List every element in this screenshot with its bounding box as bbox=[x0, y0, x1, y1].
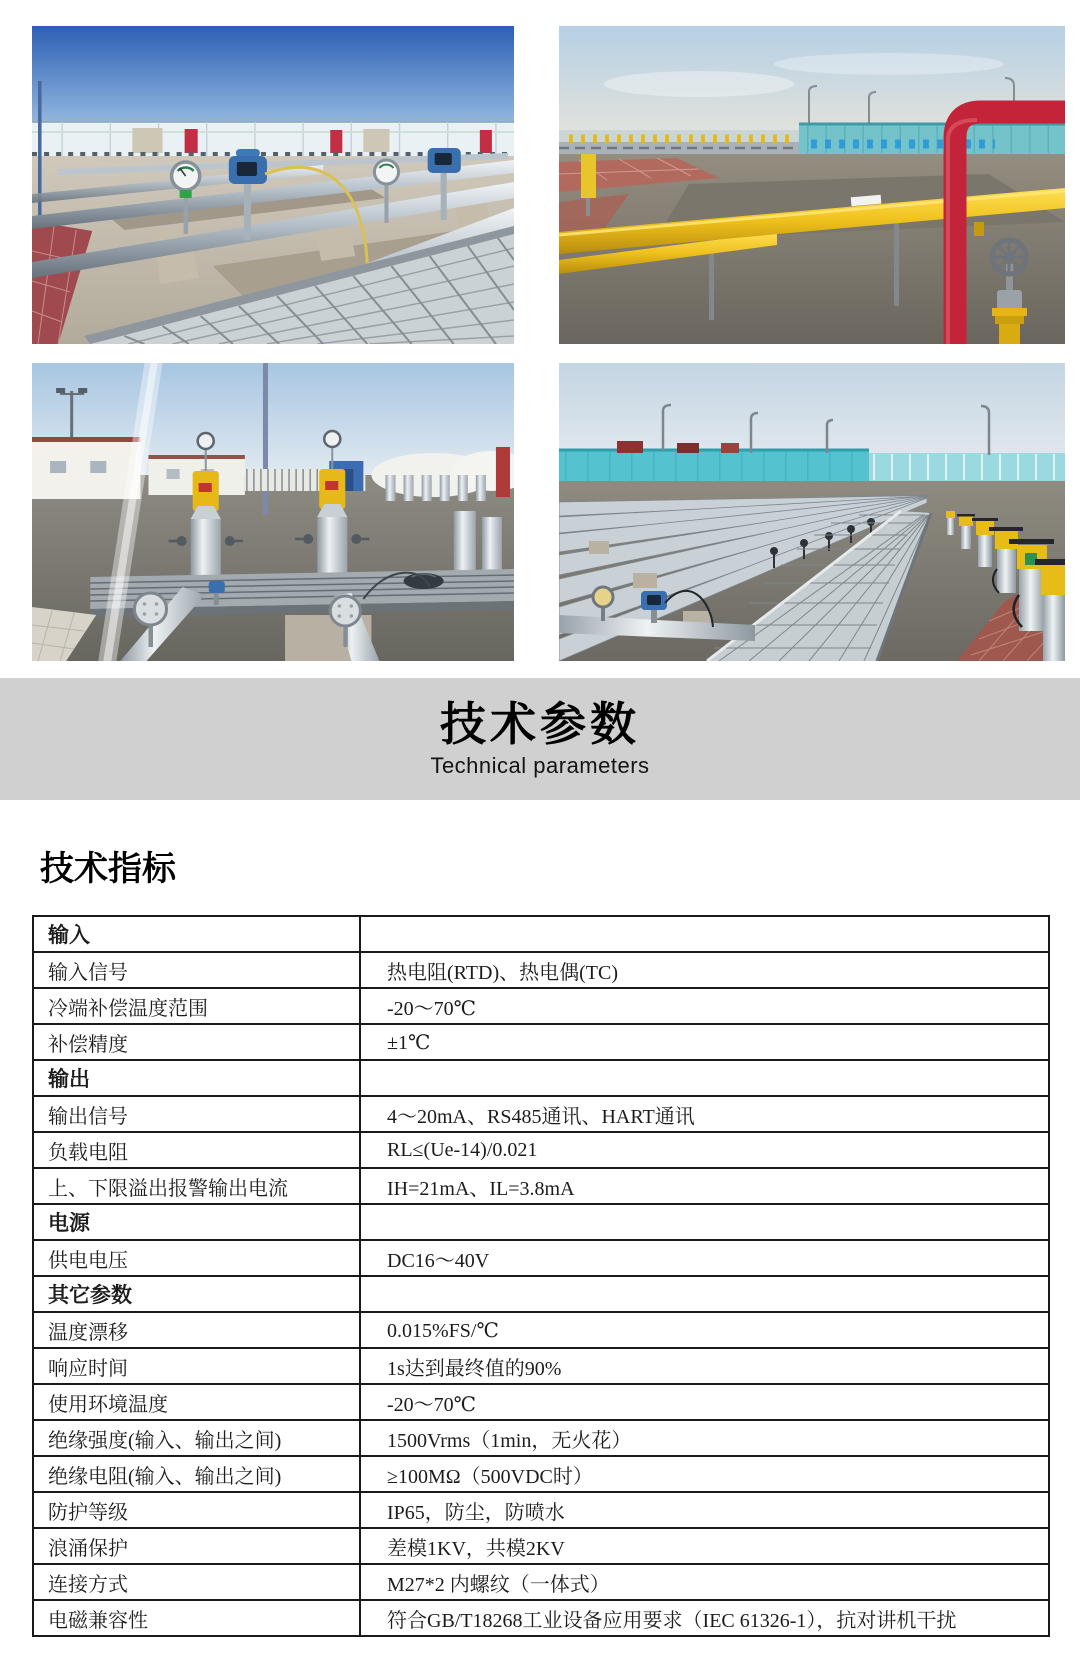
spec-row bbox=[33, 1384, 1049, 1420]
spec-table-body bbox=[33, 916, 1049, 1636]
spec-label: 其它参数 bbox=[33, 1276, 360, 1312]
spec-row bbox=[33, 1348, 1049, 1384]
spec-row bbox=[33, 988, 1049, 1024]
spec-label: 连接方式 bbox=[33, 1564, 360, 1600]
spec-label: 浪涌保护 bbox=[33, 1528, 360, 1564]
spec-row bbox=[33, 1168, 1049, 1204]
yellow-sign-icon bbox=[581, 154, 596, 198]
spec-value: IP65，防尘，防喷水 bbox=[360, 1492, 1049, 1528]
spec-label: 电磁兼容性 bbox=[33, 1600, 360, 1636]
wellhead-rows-image bbox=[559, 363, 1065, 661]
spec-value bbox=[360, 1204, 1049, 1240]
spec-value: -20～70℃ bbox=[360, 1384, 1049, 1420]
wellhead-platform-gauges-photo bbox=[32, 363, 514, 661]
spec-row bbox=[33, 952, 1049, 988]
spec-value: 差模1KV，共模2KV bbox=[360, 1528, 1049, 1564]
spec-label: 温度漂移 bbox=[33, 1312, 360, 1348]
spec-value: M27*2 内螺纹（一体式） bbox=[360, 1564, 1049, 1600]
spec-label: 补偿精度 bbox=[33, 1024, 360, 1060]
spec-row bbox=[33, 1564, 1049, 1600]
spec-label: 上、下限溢出报警输出电流 bbox=[33, 1168, 360, 1204]
spec-value: 1500Vrms（1min，无火花） bbox=[360, 1420, 1049, 1456]
spec-value: 热电阻(RTD)、热电偶(TC) bbox=[360, 952, 1049, 988]
spec-value: ±1℃ bbox=[360, 1024, 1049, 1060]
spec-label: 绝缘电阻(输入、输出之间) bbox=[33, 1456, 360, 1492]
spec-value: 1s达到最终值的90% bbox=[360, 1348, 1049, 1384]
spec-row bbox=[33, 1312, 1049, 1348]
spec-row bbox=[33, 1420, 1049, 1456]
spec-row bbox=[33, 1600, 1049, 1636]
spec-label: 冷端补偿温度范围 bbox=[33, 988, 360, 1024]
spec-label: 电源 bbox=[33, 1204, 360, 1240]
spec-section-heading: 技术指标 bbox=[40, 850, 176, 888]
spec-label: 负载电阻 bbox=[33, 1132, 360, 1168]
technical-parameters-banner bbox=[0, 678, 1080, 800]
spec-section-row bbox=[33, 1204, 1049, 1240]
banner-subtitle: Technical parameters bbox=[430, 752, 650, 778]
spec-value bbox=[360, 1060, 1049, 1096]
spec-label: 输入 bbox=[33, 916, 360, 952]
spec-value bbox=[360, 1276, 1049, 1312]
spec-value: ≥100MΩ（500VDC时） bbox=[360, 1456, 1049, 1492]
spec-row bbox=[33, 1456, 1049, 1492]
spec-section-row bbox=[33, 916, 1049, 952]
spec-value: 4～20mA、RS485通讯、HART通讯 bbox=[360, 1096, 1049, 1132]
spec-value: IH=21mA、IL=3.8mA bbox=[360, 1168, 1049, 1204]
spec-value: 符合GB/T18268工业设备应用要求（IEC 61326-1），抗对讲机干扰 bbox=[360, 1600, 1049, 1636]
spec-row bbox=[33, 1528, 1049, 1564]
spec-row bbox=[33, 1240, 1049, 1276]
yellow-pipeline-red-riser-photo bbox=[559, 26, 1065, 344]
spec-section-row bbox=[33, 1276, 1049, 1312]
spec-label: 供电电压 bbox=[33, 1240, 360, 1276]
yellow-pipeline-image bbox=[559, 26, 1065, 344]
spec-label: 输入信号 bbox=[33, 952, 360, 988]
spec-row bbox=[33, 1492, 1049, 1528]
photo-gallery bbox=[0, 0, 1080, 661]
pipeline-field-image bbox=[32, 26, 514, 344]
spec-value: 0.015%FS/℃ bbox=[360, 1312, 1049, 1348]
spec-value: DC16～40V bbox=[360, 1240, 1049, 1276]
spec-row bbox=[33, 1024, 1049, 1060]
spec-value bbox=[360, 916, 1049, 952]
spec-label: 输出信号 bbox=[33, 1096, 360, 1132]
spec-table bbox=[32, 915, 1050, 1637]
wellhead-rows-walkway-photo bbox=[559, 363, 1065, 661]
wellhead-platform-image bbox=[32, 363, 514, 661]
pipeline-field-transmitters-photo bbox=[32, 26, 514, 344]
spec-section-row bbox=[33, 1060, 1049, 1096]
spec-label: 使用环境温度 bbox=[33, 1384, 360, 1420]
banner-title: 技术参数 bbox=[440, 698, 640, 751]
spec-row bbox=[33, 1096, 1049, 1132]
spec-value: RL≤(Ue-14)/0.021 bbox=[360, 1132, 1049, 1168]
spec-label: 绝缘强度(输入、输出之间) bbox=[33, 1420, 360, 1456]
spec-label: 输出 bbox=[33, 1060, 360, 1096]
spec-label: 防护等级 bbox=[33, 1492, 360, 1528]
spec-label: 响应时间 bbox=[33, 1348, 360, 1384]
spec-row bbox=[33, 1132, 1049, 1168]
spec-value: -20～70℃ bbox=[360, 988, 1049, 1024]
